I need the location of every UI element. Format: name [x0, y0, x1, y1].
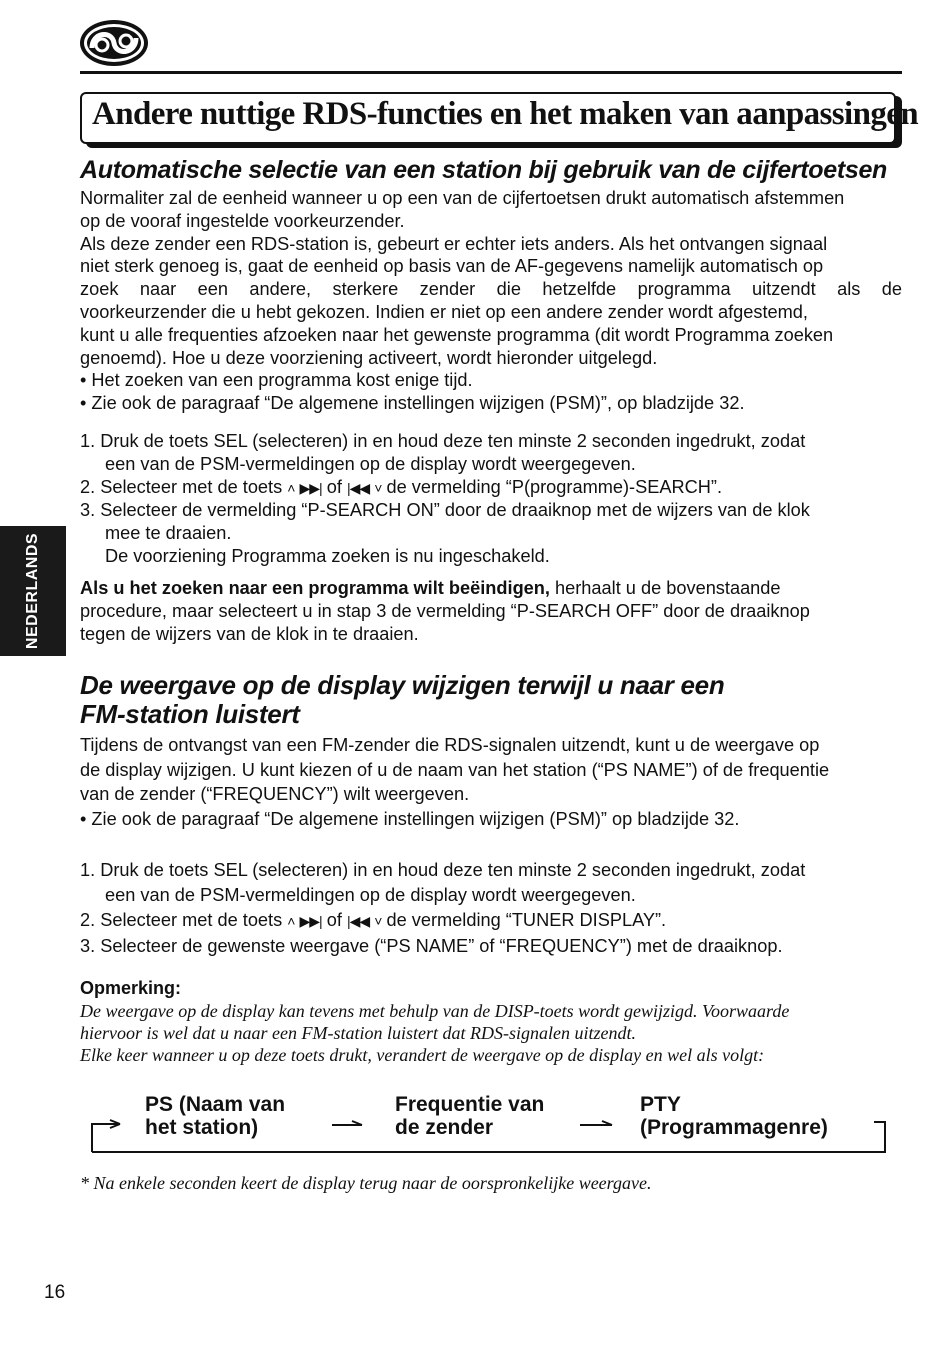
section2-heading-line1: De weergave op de display wijzigen terwijl u naar een [80, 670, 725, 700]
text-line: Tijdens de ontvangst van een FM-zender die RDS-signalen uitzendt, kunt u de weergave op [80, 735, 820, 755]
flow-label: PTY [640, 1093, 681, 1116]
section1-body [80, 187, 902, 415]
text-line: op de vooraf ingestelde voorkeurzender. [80, 210, 405, 231]
skip-back-icon: |◀◀ [346, 479, 370, 496]
step-3-cont: mee te draaien. [105, 523, 232, 544]
note-line: De weergave op de display kan tevens met behulp van de DISP-toets wordt gewijzigd. Voorwaarde [80, 1001, 790, 1021]
text-line: kunt u alle frequenties afzoeken naar het gewenste programma (dit wordt Programma zoeken [80, 324, 834, 345]
end-rest: herhaalt u de bovenstaande [549, 578, 781, 598]
section2-steps [80, 858, 902, 959]
bullet-item: • Het zoeken van een programma kost enige tijd. [80, 370, 473, 391]
step-3: 3. Selecteer de gewenste weergave (“PS NAME” of “FREQUENCY”) met de draaiknop. [80, 936, 783, 956]
end-bold: Als u het zoeken naar een programma wilt beëindigen, [80, 578, 550, 598]
step-2-of: of [326, 910, 342, 930]
flow-label: Frequentie van [395, 1093, 545, 1116]
section1-heading: Automatische selectie van een station bij gebruik van de cijfertoetsen [80, 156, 888, 184]
flow-step-frequency [395, 1093, 544, 1139]
flow-label: het station) [145, 1116, 259, 1139]
text-line: genoemd). Hoe u deze voorziening activeert, wordt hieronder uitgelegd. [80, 347, 658, 368]
text-line: voorkeurzender die u hebt gekozen. Indien er niet op een andere zender wordt afgestemd, [80, 301, 808, 322]
step-2 [80, 908, 902, 934]
section2-heading [80, 670, 724, 730]
skip-forward-icon: ▶▶| [299, 479, 322, 496]
bullet-item: • Zie ook de paragraaf “De algemene instellingen wijzigen (PSM)” op bladzijde 32. [80, 808, 740, 829]
down-chevron-icon: ˅ [374, 913, 382, 929]
step-2-text: 2. Selecteer met de toets [80, 910, 283, 930]
skip-back-icon: |◀◀ [346, 913, 370, 929]
note-line: hiervoor is wel dat u naar een FM-station luistert dat RDS-signalen uitzendt. [80, 1023, 636, 1043]
text-line: de display wijzigen. U kunt kiezen of u de naam van het station (“PS NAME”) of de frequentie [80, 759, 830, 780]
up-chevron-icon: ˄ [287, 913, 295, 929]
section1-end [80, 577, 902, 645]
text-line: Normaliter zal de eenheid wanneer u op een van de cijfertoetsen drukt automatisch afstemmen [80, 188, 845, 208]
text-line: niet sterk genoeg is, gaat de eenheid op basis van de AF-gegevens namelijk automatisch op [80, 256, 824, 277]
end-line-1 [80, 577, 902, 600]
step-1: 1. Druk de toets SEL (selecteren) in en houd deze ten minste 2 seconden ingedrukt, zodat [80, 431, 806, 451]
flow-step-pty [640, 1093, 828, 1139]
step-2-text-b: de vermelding “P(programme)-SEARCH”. [386, 476, 723, 497]
header-rule [80, 71, 902, 74]
step-2-text: 2. Selecteer met de toets [80, 476, 283, 497]
section2-body [80, 733, 902, 831]
step-2-text-b: de vermelding “TUNER DISPLAY”. [386, 910, 667, 930]
step-3-result: De voorziening Programma zoeken is nu ingeschakeld. [105, 545, 550, 566]
note-line: Elke keer wanneer u op deze toets drukt, verandert de weergave op de display en wel als volgt: [80, 1045, 765, 1065]
flow-label: de zender [395, 1116, 494, 1139]
step-1-cont: een van de PSM-vermeldingen op de display wordt weergegeven. [105, 453, 636, 474]
section2-heading-line2: FM-station luistert [80, 699, 300, 729]
note-label: Opmerking: [80, 978, 182, 998]
step-1: 1. Druk de toets SEL (selecteren) in en houd deze ten minste 2 seconden ingedrukt, zodat [80, 860, 806, 880]
page-number: 16 [44, 1282, 66, 1303]
step-3: 3. Selecteer de vermelding “P-SEARCH ON” door de draaiknop met de wijzers van de klok [80, 500, 810, 521]
down-chevron-icon: ˅ [374, 479, 382, 496]
bullet-item: • Zie ook de paragraaf “De algemene instellingen wijzigen (PSM)”, op bladzijde 32. [80, 393, 745, 414]
audio-logo-icon [78, 18, 150, 68]
note-text [80, 1000, 902, 1066]
end-line-2: procedure, maar selecteert u in stap 3 de vermelding “P-SEARCH OFF” door de draaiknop [80, 600, 810, 621]
language-tab-label: NEDERLANDS [24, 532, 41, 650]
flow-label: (Programmagenre) [640, 1116, 828, 1139]
flow-label: PS (Naam van [145, 1093, 286, 1116]
step-2 [80, 476, 902, 500]
skip-forward-icon: ▶▶| [299, 913, 322, 929]
text-line: van de zender (“FREQUENCY”) wilt weergeven. [80, 784, 470, 804]
up-chevron-icon: ˄ [287, 479, 295, 496]
end-line-3: tegen de wijzers van de klok in te draaien. [80, 623, 419, 644]
flow-step-ps-name [145, 1093, 285, 1139]
step-2-of: of [326, 476, 342, 497]
section1-steps [80, 430, 902, 568]
step-1-cont: een van de PSM-vermeldingen op de display wordt weergegeven. [105, 885, 636, 905]
text-line: zoek naar een andere, sterkere zender die hetzelfde programma uitzendt als de [80, 279, 902, 300]
footnote: * Na enkele seconden keert de display terug naar de oorspronkelijke weergave. [80, 1173, 652, 1193]
text-line: Als deze zender een RDS-station is, gebeurt er echter iets anders. Als het ontvangen signaal [80, 233, 828, 254]
page-title: Andere nuttige RDS-functies en het maken van aanpassingen [92, 96, 919, 132]
